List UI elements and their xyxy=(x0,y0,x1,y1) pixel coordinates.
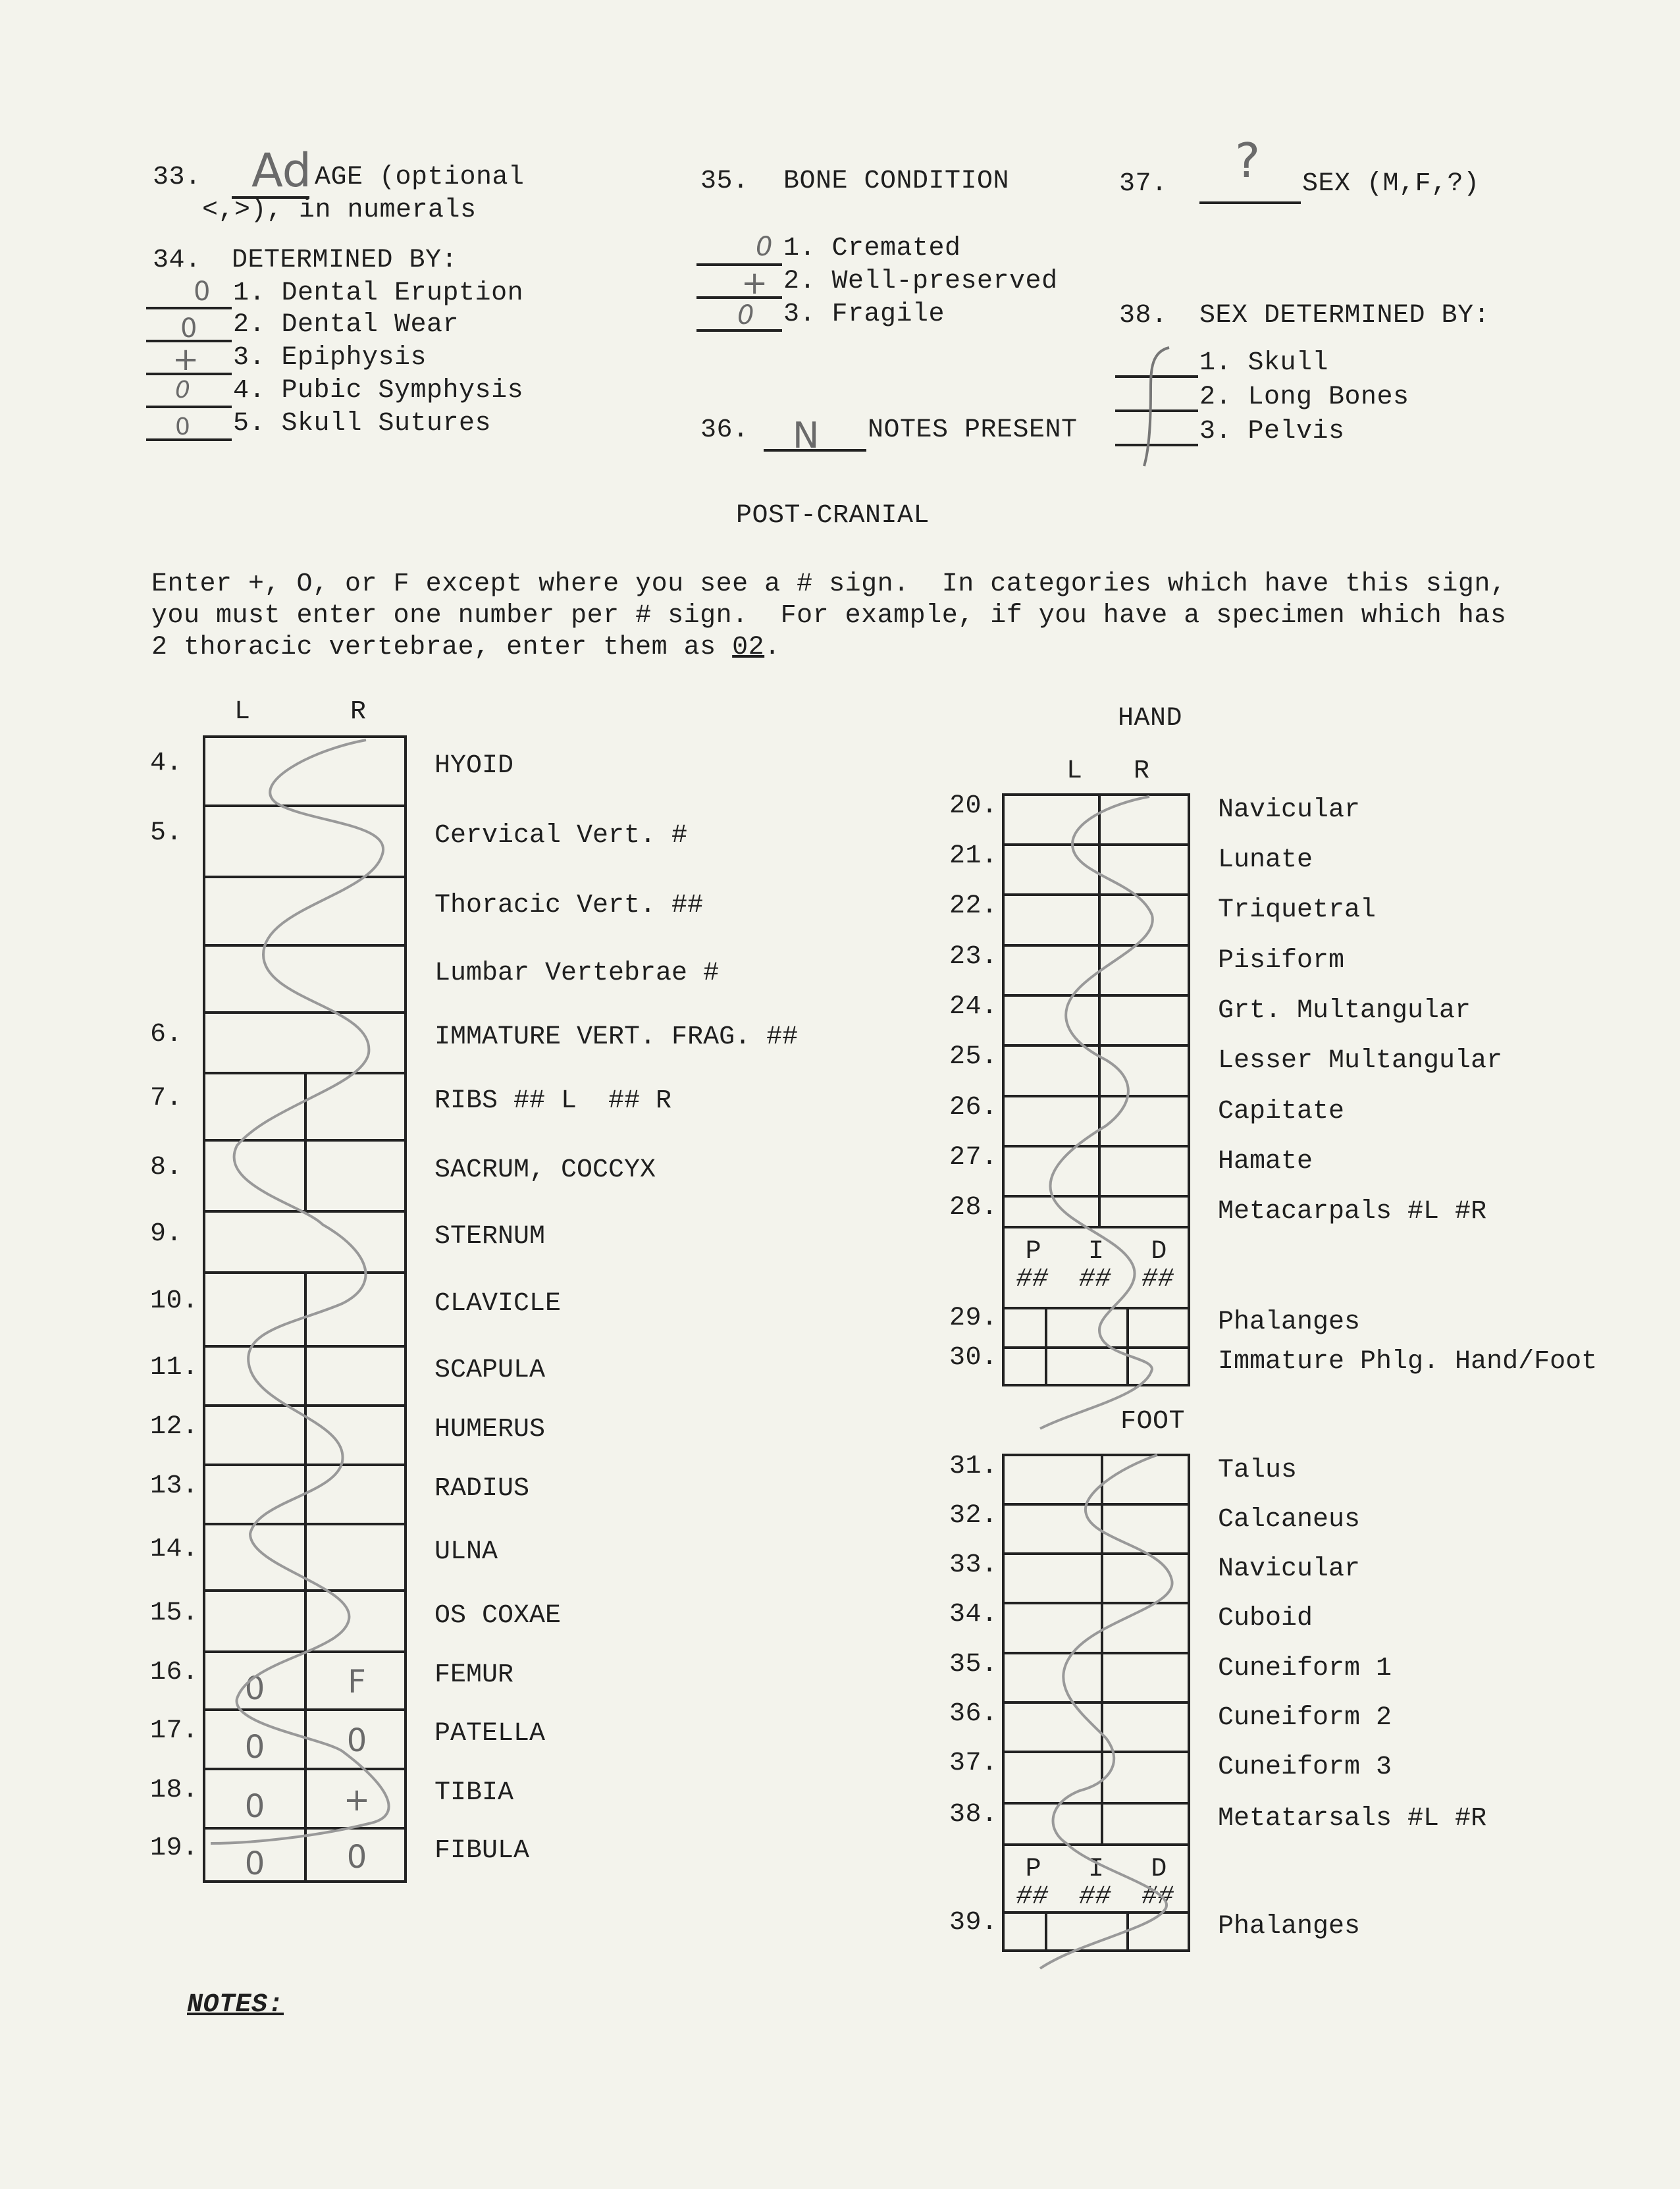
q34-field-2[interactable] xyxy=(146,309,232,342)
axial-cell-right[interactable] xyxy=(309,1142,404,1207)
q35-field-2[interactable] xyxy=(696,265,782,302)
limb-row-label: Cuneiform 2 xyxy=(1218,1703,1392,1733)
limb-row-label: Pisiform xyxy=(1218,946,1345,976)
phalanx-cell-d[interactable] xyxy=(1129,1309,1188,1344)
axial-col-divider xyxy=(304,1827,307,1883)
limb-cell-right[interactable] xyxy=(1101,947,1188,991)
phalanx-cell-i[interactable] xyxy=(1047,1349,1124,1384)
q34-value-2: 0 xyxy=(180,313,197,344)
limb-cell-left[interactable] xyxy=(1005,997,1095,1042)
q35-label-3: 3. Fragile xyxy=(783,300,945,329)
axial-col-divider xyxy=(304,1345,307,1404)
axial-row-label: IMMATURE VERT. FRAG. ## xyxy=(434,1022,799,1052)
limb-cell-right[interactable] xyxy=(1103,1704,1188,1748)
axial-row-label: Lumbar Vertebrae # xyxy=(434,959,720,988)
axial-cell[interactable] xyxy=(205,1213,404,1269)
limb-row-label: Metacarpals #L #R xyxy=(1218,1197,1487,1226)
limb-row-number: 25. xyxy=(949,1042,998,1072)
q34-field-3[interactable] xyxy=(146,341,232,378)
axial-row-label: Thoracic Vert. ## xyxy=(434,891,704,920)
limb-cell-left[interactable] xyxy=(1005,1147,1095,1192)
axial-cell-left[interactable]: 0 xyxy=(244,1670,265,1707)
limb-cell-right[interactable] xyxy=(1101,1147,1188,1192)
limb-cell-right[interactable] xyxy=(1103,1805,1188,1841)
limb-cell-right[interactable] xyxy=(1101,997,1188,1042)
q38-label-2: 2. Long Bones xyxy=(1199,382,1409,412)
limb-cell-left[interactable] xyxy=(1005,1654,1098,1699)
axial-row-number: 12. xyxy=(150,1412,199,1442)
limb-row-label: Talus xyxy=(1218,1456,1298,1485)
q34-label-5: 5. Skull Sutures xyxy=(233,409,492,438)
axial-row-number: 9. xyxy=(150,1219,183,1249)
q35-field-1[interactable] xyxy=(696,233,782,266)
instructions-line3 xyxy=(151,632,781,664)
axial-col-right-header: R xyxy=(350,697,367,727)
q38-field-2[interactable] xyxy=(1115,379,1198,412)
q35-label-2: 2. Well-preserved xyxy=(783,267,1058,296)
q35-value-1: 0 xyxy=(756,232,773,262)
limb-cell-right[interactable] xyxy=(1103,1555,1188,1599)
limb-cell-right[interactable] xyxy=(1101,1097,1188,1142)
limb-row-label: Calcaneus xyxy=(1218,1505,1361,1535)
axial-row-number: 8. xyxy=(150,1153,183,1182)
limb-row-label: Lesser Multangular xyxy=(1218,1046,1503,1076)
limb-cell-right[interactable] xyxy=(1101,1047,1188,1092)
q34-value-1: 0 xyxy=(194,277,211,307)
pid-header-d: D xyxy=(1151,1855,1167,1884)
limb-cell-left[interactable] xyxy=(1005,796,1095,841)
axial-row-number: 14. xyxy=(150,1534,199,1564)
axial-row-label: Cervical Vert. # xyxy=(434,821,688,851)
q37-label: SEX (M,F,?) xyxy=(1302,169,1480,199)
q38-title: SEX DETERMINED BY: xyxy=(1199,301,1490,330)
limb-row-number: 38. xyxy=(949,1800,998,1830)
axial-row-label: ULNA xyxy=(434,1537,498,1567)
instructions-line3-pre: 2 thoracic vertebrae, enter them as xyxy=(151,633,733,662)
axial-cell[interactable] xyxy=(205,878,404,941)
q34-label-2: 2. Dental Wear xyxy=(233,310,459,340)
q37-sex-value: ? xyxy=(1235,133,1261,188)
q33-age-field[interactable] xyxy=(232,144,312,199)
q34-label-1: 1. Dental Eruption xyxy=(233,278,524,308)
axial-cell-right[interactable]: 0 xyxy=(346,1722,367,1759)
instructions-line1: Enter +, O, or F except where you see a # sign. In categories which have this sign, xyxy=(151,569,1507,599)
axial-row-number: 5. xyxy=(150,818,183,848)
hand-col-left-header: L xyxy=(1066,756,1083,786)
pid-header-i-sign: ## xyxy=(1079,1265,1112,1294)
q34-value-4: 0 xyxy=(175,377,190,404)
q35-field-3[interactable] xyxy=(696,299,782,332)
q34-field-5[interactable] xyxy=(146,408,232,441)
limb-row-number: 35. xyxy=(949,1650,998,1679)
q35-number: 35. xyxy=(700,167,749,196)
pid-header-p-sign: ## xyxy=(1016,1882,1049,1912)
axial-col-divider xyxy=(304,1072,307,1139)
limb-cell-right[interactable] xyxy=(1103,1654,1188,1699)
axial-cell[interactable] xyxy=(205,738,404,802)
limb-row-label: Navicular xyxy=(1218,795,1361,825)
limb-row-number: 28. xyxy=(949,1193,998,1223)
axial-cell[interactable] xyxy=(205,947,404,1009)
limb-row-label: Lunate xyxy=(1218,845,1313,875)
pid-header-i-sign: ## xyxy=(1079,1882,1112,1912)
q38-field-1[interactable] xyxy=(1115,345,1198,378)
phalanx-cell-i[interactable] xyxy=(1047,1309,1124,1344)
axial-cell-right[interactable] xyxy=(309,1074,404,1136)
q35-title: BONE CONDITION xyxy=(783,167,1010,196)
limb-cell-left[interactable] xyxy=(1005,846,1095,891)
limb-cell-right[interactable] xyxy=(1101,896,1188,941)
axial-col-divider xyxy=(304,1708,307,1768)
axial-cell-right[interactable]: F xyxy=(348,1664,366,1701)
limb-cell-left[interactable] xyxy=(1005,947,1095,991)
axial-cell-right[interactable] xyxy=(309,1274,404,1342)
axial-cell-left[interactable]: 0 xyxy=(244,1845,265,1882)
q34-field-1[interactable] xyxy=(146,277,232,309)
axial-row-number: 15. xyxy=(150,1598,199,1628)
limb-cell-right[interactable] xyxy=(1103,1604,1188,1649)
limb-cell-right[interactable] xyxy=(1103,1456,1188,1500)
axial-col-divider xyxy=(304,1523,307,1589)
limb-cell-left[interactable] xyxy=(1005,1753,1098,1799)
axial-cell-left[interactable] xyxy=(208,1525,302,1587)
phalanx-cell-p[interactable] xyxy=(1005,1309,1042,1344)
section-title: POST-CRANIAL xyxy=(736,501,930,531)
limb-cell-right[interactable] xyxy=(1103,1753,1188,1799)
axial-cell-left[interactable] xyxy=(208,1274,302,1342)
axial-col-divider xyxy=(304,1768,307,1827)
axial-row-number: 7. xyxy=(150,1084,183,1113)
limb-cell-left[interactable] xyxy=(1005,1704,1098,1748)
phalanx-row-number: 30. xyxy=(949,1343,998,1373)
limb-cell-left[interactable] xyxy=(1005,1198,1095,1223)
axial-row-number: 17. xyxy=(150,1716,199,1746)
q33-label-line1: AGE (optional xyxy=(315,163,525,192)
axial-row-label: SACRUM, COCCYX xyxy=(434,1155,656,1185)
pid-header-d-sign: ## xyxy=(1142,1882,1174,1912)
limb-cell-left[interactable] xyxy=(1005,1604,1098,1649)
axial-cell-right[interactable]: 0 xyxy=(346,1839,367,1876)
limb-cell-right[interactable] xyxy=(1101,1198,1188,1223)
limb-row-number: 33. xyxy=(949,1550,998,1580)
axial-row-label: HYOID xyxy=(434,751,514,781)
axial-row-number: 10. xyxy=(150,1286,199,1316)
q34-label-3: 3. Epiphysis xyxy=(233,343,427,373)
phalanx-cell-p[interactable] xyxy=(1005,1349,1042,1384)
q34-value-5: 0 xyxy=(175,413,190,440)
q35-value-3: 0 xyxy=(737,300,754,330)
axial-row-number: 11. xyxy=(150,1353,199,1383)
limb-cell-left[interactable] xyxy=(1005,896,1095,941)
q36-notes-field[interactable] xyxy=(764,415,866,456)
limb-row-number: 24. xyxy=(949,992,998,1022)
limb-cell-right[interactable] xyxy=(1101,796,1188,841)
instructions-line2: you must enter one number per # sign. For example, if you have a specimen which has xyxy=(151,601,1507,631)
q35-value-2: + xyxy=(741,265,768,302)
axial-cell-left[interactable] xyxy=(208,1407,302,1461)
axial-row-number: 18. xyxy=(150,1776,199,1805)
axial-row-label: HUMERUS xyxy=(434,1415,546,1444)
q36-number: 36. xyxy=(700,415,749,445)
limb-row-number: 21. xyxy=(949,841,998,871)
limb-row-number: 31. xyxy=(949,1452,998,1481)
axial-col-divider xyxy=(304,1139,307,1210)
limb-row-label: Capitate xyxy=(1218,1097,1345,1126)
q33-number: 33. xyxy=(153,163,201,192)
instructions-line3-post: . xyxy=(764,633,781,662)
limb-cell-right[interactable] xyxy=(1103,1506,1188,1550)
axial-cell-right[interactable] xyxy=(309,1407,404,1461)
axial-row-number: 16. xyxy=(150,1658,199,1687)
axial-row-number: 6. xyxy=(150,1020,183,1049)
axial-row-label: TIBIA xyxy=(434,1778,514,1808)
pid-header-top xyxy=(1002,1226,1190,1228)
q34-label-4: 4. Pubic Symphysis xyxy=(233,376,524,406)
phalanx-row-number: 29. xyxy=(949,1304,998,1333)
axial-row-label: FIBULA xyxy=(434,1835,530,1866)
q37-number: 37. xyxy=(1119,169,1168,199)
limb-row-number: 26. xyxy=(949,1093,998,1122)
axial-col-left-header: L xyxy=(234,697,251,727)
axial-row-label: PATELLA xyxy=(434,1719,546,1749)
phalanx-cell-d[interactable] xyxy=(1129,1914,1188,1949)
q38-label-3: 3. Pelvis xyxy=(1199,417,1345,446)
pid-header-p-sign: ## xyxy=(1016,1265,1049,1294)
pid-header-i: I xyxy=(1088,1855,1105,1884)
limb-row-label: Triquetral xyxy=(1218,895,1377,925)
q36-notes-value: N xyxy=(793,415,820,456)
axial-row-label: CLAVICLE xyxy=(434,1289,562,1319)
pid-header-i: I xyxy=(1088,1237,1105,1267)
limb-cell-right[interactable] xyxy=(1101,846,1188,891)
q37-sex-field[interactable] xyxy=(1199,133,1301,204)
limb-row-number: 27. xyxy=(949,1143,998,1173)
axial-row-label: SCAPULA xyxy=(434,1356,546,1385)
pid-header-p: P xyxy=(1025,1237,1042,1267)
axial-col-divider xyxy=(304,1464,307,1523)
phalanx-row-number: 39. xyxy=(949,1908,998,1938)
axial-col-divider xyxy=(304,1589,307,1650)
axial-row-label: FEMUR xyxy=(434,1660,514,1690)
axial-cell-left[interactable] xyxy=(208,1592,302,1648)
limb-row-number: 37. xyxy=(949,1749,998,1778)
limb-cell-left[interactable] xyxy=(1005,1456,1098,1500)
hand-col-right-header: R xyxy=(1134,756,1150,786)
axial-col-divider xyxy=(304,1404,307,1464)
q34-value-3: + xyxy=(172,341,199,378)
axial-cell-right[interactable] xyxy=(309,1466,404,1520)
axial-cell-left[interactable]: 0 xyxy=(244,1729,265,1766)
axial-cell-right[interactable] xyxy=(309,1525,404,1587)
axial-cell[interactable] xyxy=(205,807,404,873)
q33-label-line2: <,>), in numerals xyxy=(202,196,477,225)
axial-cell-left[interactable] xyxy=(208,1348,302,1402)
q34-number: 34. xyxy=(153,246,201,275)
limb-row-label: Navicular xyxy=(1218,1554,1361,1584)
q35-label-1: 1. Cremated xyxy=(783,234,961,263)
q36-label: NOTES PRESENT xyxy=(868,415,1078,445)
limb-row-label: Cuneiform 3 xyxy=(1218,1753,1392,1782)
phalanx-cell-p[interactable] xyxy=(1005,1914,1042,1949)
limb-row-label: Grt. Multangular xyxy=(1218,996,1471,1026)
q34-field-4[interactable] xyxy=(146,375,232,408)
axial-row-label: RADIUS xyxy=(434,1474,530,1504)
limb-row-number: 34. xyxy=(949,1600,998,1629)
q38-field-3[interactable] xyxy=(1115,413,1198,446)
pid-header-top xyxy=(1002,1843,1190,1846)
phalanx-cell-i[interactable] xyxy=(1047,1914,1124,1949)
axial-row-number: 4. xyxy=(150,748,183,778)
limb-cell-left[interactable] xyxy=(1005,1555,1098,1599)
axial-cell[interactable] xyxy=(205,1014,404,1069)
limb-row-number: 32. xyxy=(949,1501,998,1531)
pid-header-d-sign: ## xyxy=(1142,1265,1174,1294)
limb-row-label: Metatarsals #L #R xyxy=(1218,1804,1487,1833)
limb-cell-left[interactable] xyxy=(1005,1047,1095,1092)
foot-title: FOOT xyxy=(1120,1407,1186,1437)
axial-cell-right[interactable] xyxy=(309,1348,404,1402)
axial-row-label: RIBS ## L ## R xyxy=(434,1086,672,1116)
q34-title: DETERMINED BY: xyxy=(232,246,458,275)
q33-age-value: Ad xyxy=(251,144,312,198)
limb-row-label: Cuneiform 1 xyxy=(1218,1654,1392,1683)
axial-col-divider xyxy=(304,1271,307,1345)
phalanx-row-label: Phalanges xyxy=(1218,1912,1361,1941)
axial-cell-left[interactable] xyxy=(208,1074,302,1136)
axial-col-divider xyxy=(304,1650,307,1708)
axial-row-label: OS COXAE xyxy=(434,1600,562,1631)
phalanx-row-label: Immature Phlg. Hand/Foot xyxy=(1218,1347,1598,1377)
axial-cell-left[interactable] xyxy=(208,1466,302,1520)
phalanx-cell-d[interactable] xyxy=(1129,1349,1188,1384)
limb-cell-left[interactable] xyxy=(1005,1097,1095,1142)
axial-cell-left[interactable] xyxy=(208,1142,302,1207)
limb-row-number: 20. xyxy=(949,791,998,821)
notes-label: NOTES: xyxy=(187,1990,284,2020)
phalanx-row-label: Phalanges xyxy=(1218,1307,1361,1337)
axial-cell-right[interactable]: + xyxy=(343,1781,371,1818)
axial-row-label: STERNUM xyxy=(434,1221,546,1252)
limb-cell-left[interactable] xyxy=(1005,1506,1098,1550)
axial-cell-left[interactable]: 0 xyxy=(244,1788,265,1825)
axial-row-number: 19. xyxy=(150,1833,199,1863)
limb-row-label: Cuboid xyxy=(1218,1604,1313,1633)
hand-title: HAND xyxy=(1118,704,1183,733)
limb-row-number: 22. xyxy=(949,891,998,921)
q38-label-1: 1. Skull xyxy=(1199,348,1329,378)
q38-number: 38. xyxy=(1119,301,1168,330)
axial-cell-right[interactable] xyxy=(309,1592,404,1648)
pid-header-p: P xyxy=(1025,1855,1042,1884)
limb-row-number: 23. xyxy=(949,942,998,972)
pid-header-d: D xyxy=(1151,1237,1167,1267)
limb-row-number: 36. xyxy=(949,1699,998,1729)
instructions-example: 02 xyxy=(732,633,765,662)
limb-cell-left[interactable] xyxy=(1005,1805,1098,1841)
axial-row-number: 13. xyxy=(150,1471,199,1501)
limb-row-label: Hamate xyxy=(1218,1147,1313,1176)
